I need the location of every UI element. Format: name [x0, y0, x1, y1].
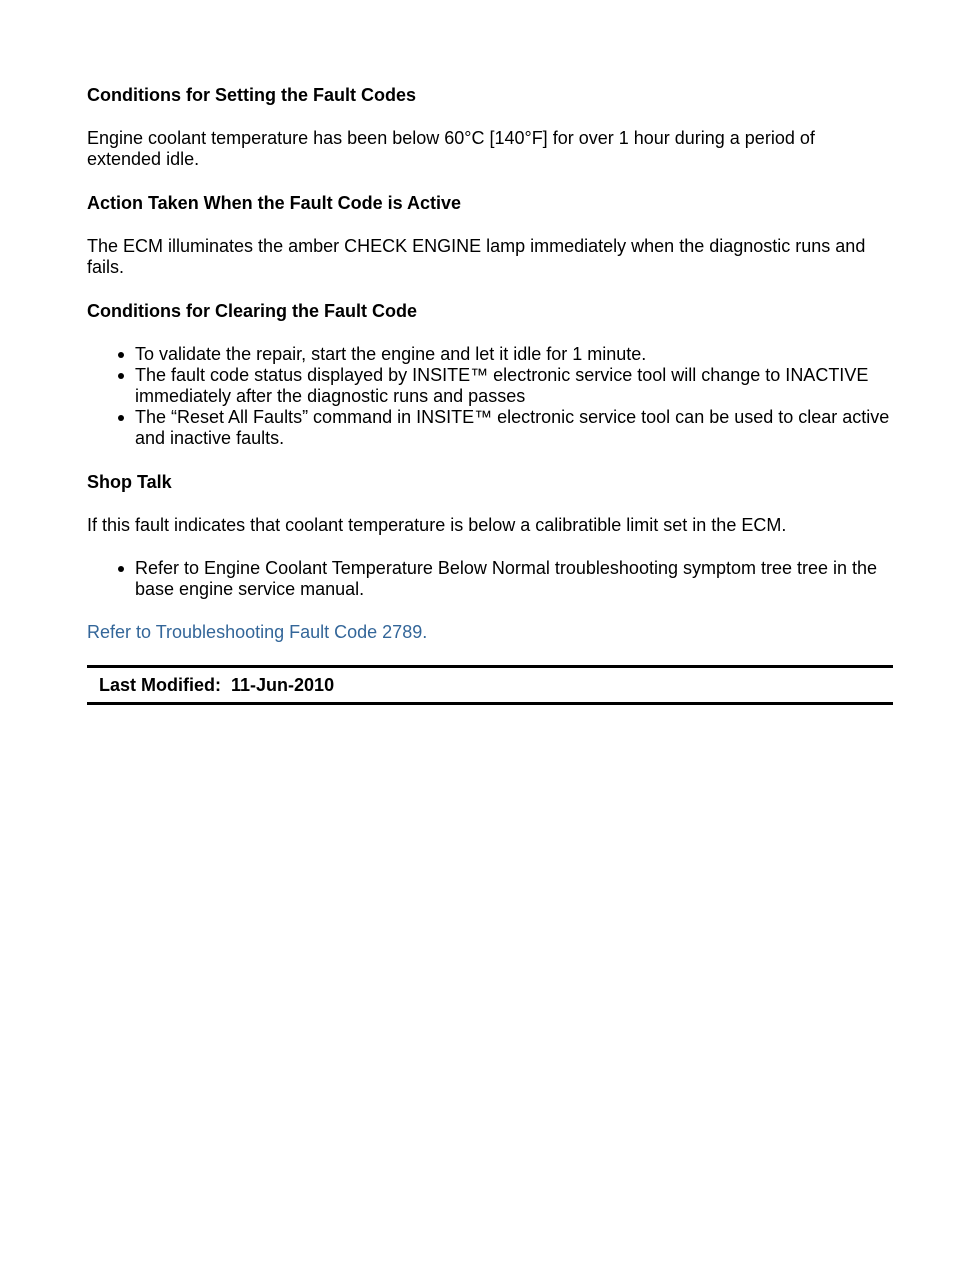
list-item-text: The “Reset All Faults” command in INSITE™ electronic service tool can be used to clear active and inactive faults.: [135, 407, 890, 448]
setting-heading: Conditions for Setting the Fault Codes: [87, 85, 416, 105]
shop-talk-text: If this fault indicates that coolant temperature is below a calibratible limit set in the ECM.: [87, 515, 787, 535]
shop-talk-heading: Shop Talk: [87, 472, 172, 492]
troubleshooting-link[interactable]: Refer to Troubleshooting Fault Code 2789.: [87, 622, 428, 642]
bullet-icon: [118, 415, 124, 421]
list-item: [135, 344, 893, 365]
bullet-icon: [118, 373, 124, 379]
clearing-list: [87, 344, 893, 449]
last-modified-date: 11-Jun-2010: [231, 675, 335, 695]
document-page: [87, 84, 893, 705]
list-item: [135, 558, 893, 600]
action-heading: Action Taken When the Fault Code is Active: [87, 193, 462, 213]
action-text: The ECM illuminates the amber CHECK ENGINE lamp immediately when the diagnostic runs and fails.: [87, 236, 866, 277]
bullet-icon: [118, 566, 124, 572]
clearing-heading: Conditions for Clearing the Fault Code: [87, 301, 417, 321]
list-item-text: The fault code status displayed by INSITE™ electronic service tool will change to INACTIVE immediately after the diagnostic runs and passes: [135, 365, 869, 406]
shop-talk-list: [87, 558, 893, 600]
bullet-icon: [118, 352, 124, 358]
list-item: [135, 407, 893, 449]
list-item: [135, 365, 893, 407]
last-modified-label: Last Modified:: [99, 675, 221, 695]
list-item-text: To validate the repair, start the engine and let it idle for 1 minute.: [135, 344, 647, 364]
setting-text: Engine coolant temperature has been below 60°C [140°F] for over 1 hour during a period of extended idle.: [87, 128, 815, 169]
list-item-text: Refer to Engine Coolant Temperature Below Normal troubleshooting symptom tree tree in the base engine service manual.: [135, 558, 878, 599]
last-modified-footer: [87, 665, 893, 705]
